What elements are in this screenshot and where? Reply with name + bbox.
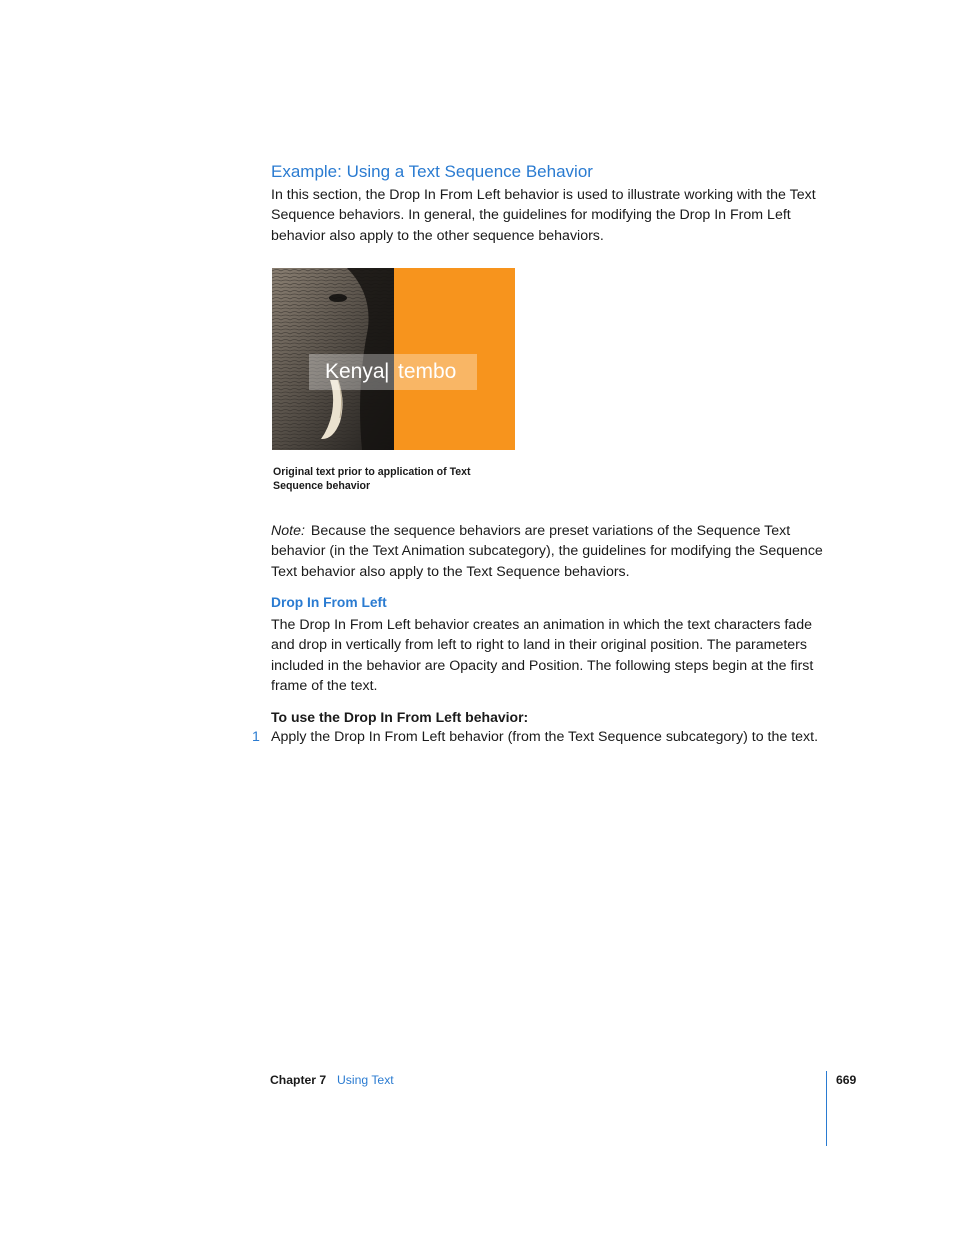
figure-image xyxy=(272,268,515,450)
subsection-body: The Drop In From Left behavior creates an animation in which the text characters fade and drop in vertically from left to right to land in their original position. The parameters included in the behavior are Opacity and Position. The following steps begin at the first frame of the text. xyxy=(271,617,814,694)
task-heading: To use the Drop In From Left behavior: xyxy=(271,709,529,725)
subsection-heading: Drop In From Left xyxy=(271,595,387,610)
note-paragraph xyxy=(271,521,841,582)
figure-title-separator: | xyxy=(384,360,390,383)
page-number: 669 xyxy=(836,1073,857,1087)
figure-caption: Original text prior to application of Text Sequence behavior xyxy=(273,466,471,492)
footer-divider xyxy=(826,1071,827,1146)
note-text: Because the sequence behaviors are preset variations of the Sequence Text behavior (in the Text Animation subcategory), the guidelines for modifying the Sequence Text behavior also apply to the Text Sequence behaviors. xyxy=(271,523,823,580)
figure-title-right: tembo xyxy=(398,360,457,383)
note-label: Note: xyxy=(271,523,305,539)
step-text: Apply the Drop In From Left behavior (from the Text Sequence subcategory) to the text. xyxy=(271,729,819,745)
footer-chapter: Chapter 7 xyxy=(270,1073,327,1087)
step-number: 1 xyxy=(252,729,260,745)
intro-paragraph: In this section, the Drop In From Left behavior is used to illustrate working with the Text Sequence behaviors. In general, the guidelines for modifying the Drop In From Left behavior also apply to the other sequence behaviors. xyxy=(271,187,816,244)
figure-title-left: Kenya xyxy=(325,360,385,383)
section-heading: Example: Using a Text Sequence Behavior xyxy=(271,162,593,181)
footer-chapter-title[interactable]: Using Text xyxy=(337,1073,394,1087)
